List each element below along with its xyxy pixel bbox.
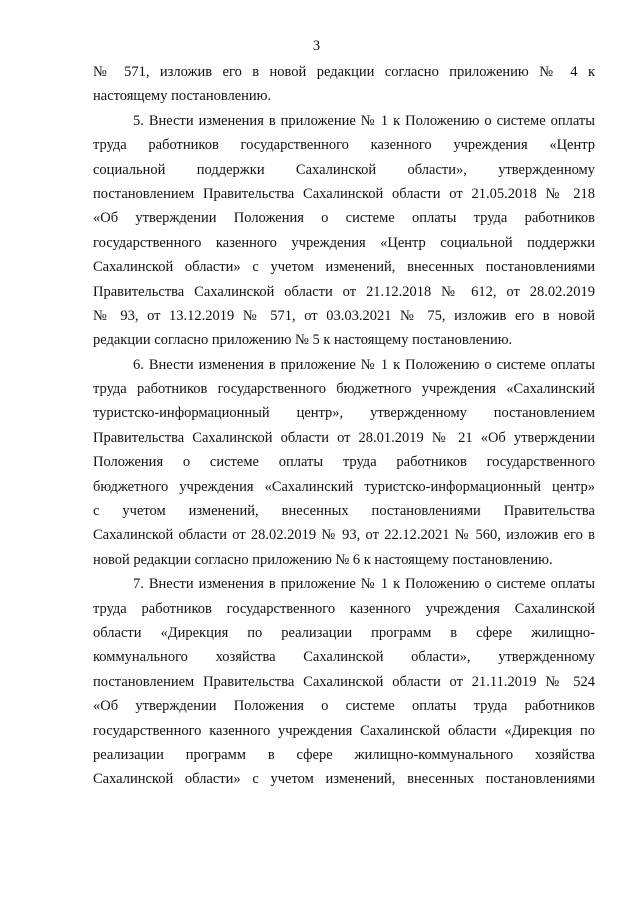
text-line: «Об утверждении Положения о системе оплаты труда работников (93, 210, 595, 227)
text-line: государственного казенного учреждения «Центр социальной поддержки (93, 234, 595, 251)
text-line: труда работников государственного казенного учреждения «Центр (93, 137, 595, 154)
text-line: «Об утверждении Положения о системе оплаты труда работников (93, 698, 595, 715)
text-line: постановлением Правительства Сахалинской области от 21.11.2019 № 524 (93, 673, 595, 690)
text-line: туристско-информационный центр», утвержденному постановлением (93, 405, 595, 422)
paragraph-7 (93, 572, 595, 792)
text-line: труда работников государственного казенного учреждения Сахалинской (93, 600, 595, 617)
text-line: труда работников государственного бюджетного учреждения «Сахалинский (93, 381, 595, 398)
text-line: с учетом изменений, внесенных постановлениями Правительства (93, 503, 595, 520)
text-line: 7. Внести изменения в приложение № 1 к Положению о системе оплаты (133, 576, 595, 593)
text-line: реализации программ в сфере жилищно-коммунального хозяйства (93, 746, 595, 763)
paragraph-6 (93, 353, 595, 573)
text-line: № 571, изложив его в новой редакции согласно приложению № 4 к (93, 64, 595, 80)
text-line: бюджетного учреждения «Сахалинский туристско-информационный центр» (93, 478, 595, 495)
paragraph-4-continuation (93, 60, 595, 109)
document-body (93, 60, 595, 792)
text-line: социальной поддержки Сахалинской области», утвержденному (93, 161, 595, 178)
text-line: Положения о системе оплаты труда работников государственного (93, 454, 595, 471)
text-line: редакции согласно приложению № 5 к настоящему постановлению. (93, 332, 513, 349)
text-line: Сахалинской области» с учетом изменений, внесенных постановлениями (93, 259, 595, 276)
text-line: государственного казенного учреждения Сахалинской области «Дирекция по (93, 722, 595, 739)
text-line: настоящему постановлению. (93, 88, 272, 105)
text-line: коммунального хозяйства Сахалинской области», утвержденному (93, 649, 595, 666)
text-line: постановлением Правительства Сахалинской области от 21.05.2018 № 218 (93, 185, 595, 202)
text-line: Сахалинской области» с учетом изменений, внесенных постановлениями (93, 771, 595, 788)
text-line: № 93, от 13.12.2019 № 571, от 03.03.2021 № 75, изложив его в новой (93, 307, 595, 324)
text-line: Правительства Сахалинской области от 21.12.2018 № 612, от 28.02.2019 (93, 283, 595, 300)
text-line: 5. Внести изменения в приложение № 1 к Положению о системе оплаты (133, 112, 595, 129)
text-line: Правительства Сахалинской области от 28.01.2019 № 21 «Об утверждении (93, 429, 595, 446)
text-line: Сахалинской области от 28.02.2019 № 93, от 22.12.2021 № 560, изложив его в (93, 527, 595, 544)
text-line: 6. Внести изменения в приложение № 1 к Положению о системе оплаты (133, 356, 595, 373)
text-line: новой редакции согласно приложению № 6 к настоящему постановлению. (93, 551, 553, 568)
text-line: области «Дирекция по реализации программ в сфере жилищно- (93, 624, 595, 641)
paragraph-5 (93, 109, 595, 353)
page-number: 3 (312, 38, 321, 54)
